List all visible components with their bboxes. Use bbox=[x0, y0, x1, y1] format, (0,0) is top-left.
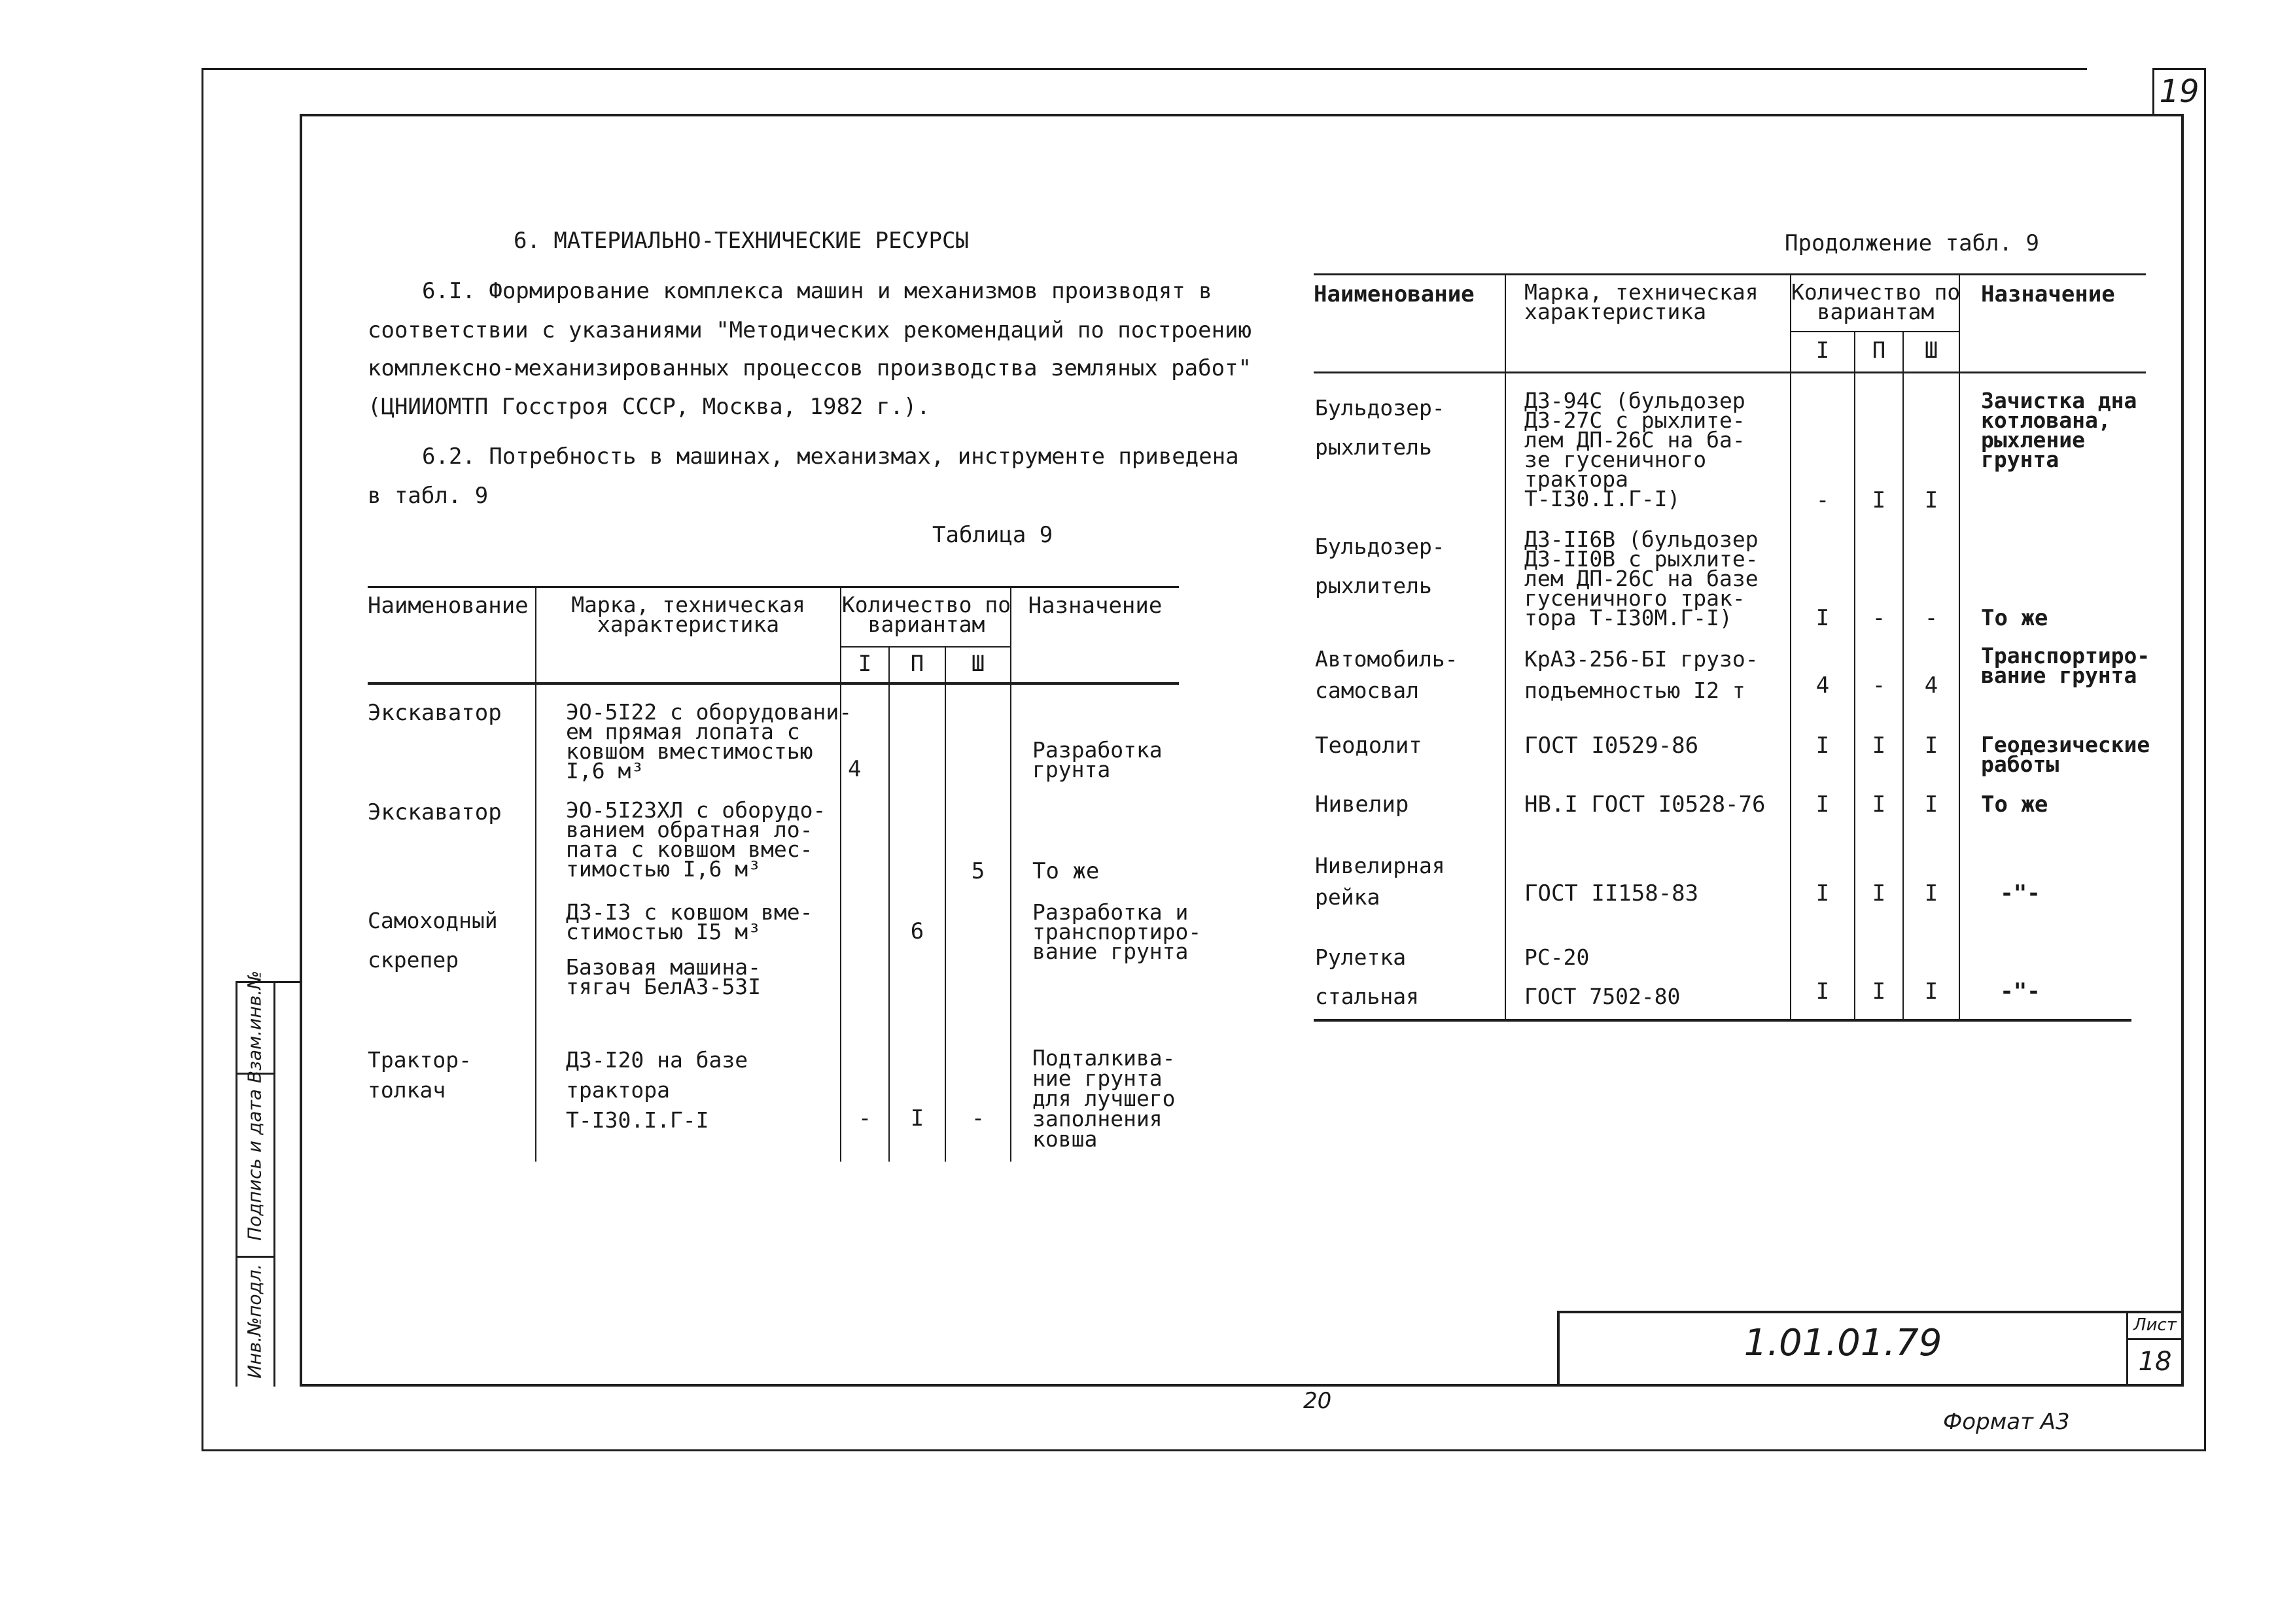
table-row-v1: I bbox=[1815, 880, 1830, 907]
table-row-brand: ЭО-5I22 с оборудовани- ем прямая лопата с ковшом вместимостью I,6 м³ bbox=[566, 699, 852, 784]
table-row-purpose: Подталкива- ние грунта для лучшего заполнения ковша bbox=[1032, 1045, 1176, 1152]
table-row-brand: РС-20 ГОСТ 7502-80 bbox=[1524, 944, 1681, 1009]
side-stamp-replace: Взам.инв.№ bbox=[243, 970, 266, 1084]
page-number-bottom: 20 bbox=[1303, 1388, 1332, 1414]
table-row-name: Теодолит bbox=[1315, 733, 1422, 759]
table-row-name: Трактор- толкач bbox=[368, 1047, 472, 1103]
table-row-v1: - bbox=[858, 1105, 872, 1132]
table-row-v2: I bbox=[1872, 880, 1886, 907]
table-row-name: Бульдозер- рыхлитель bbox=[1315, 395, 1445, 460]
table-row-v3: - bbox=[971, 1105, 985, 1132]
document-code: 1.01.01.79 bbox=[1743, 1322, 1942, 1364]
table-row-v1: I bbox=[1815, 978, 1830, 1005]
table-row-brand-extra: Базовая машина- тягач БелАЗ-53I bbox=[566, 954, 762, 999]
table-row-purpose: То же bbox=[1032, 858, 1100, 884]
paragraph-line: комплексно-механизированных процессов производства земляных работ" bbox=[368, 355, 1252, 381]
table-row-purpose: -"- bbox=[2000, 880, 2041, 907]
table-row-v2: - bbox=[1872, 672, 1886, 699]
table-row-purpose: То же bbox=[1981, 791, 2048, 818]
table-row-purpose: Разработка грунта bbox=[1032, 737, 1163, 782]
table-row-v1: I bbox=[1815, 605, 1830, 631]
table-row-v3: I bbox=[1924, 487, 1938, 513]
table-row-name: Бульдозер- рыхлитель bbox=[1315, 534, 1445, 598]
table-row-name: Автомобиль- самосвал bbox=[1315, 646, 1458, 703]
header-name: Наименование bbox=[368, 593, 529, 619]
table-row-v2: I bbox=[1872, 978, 1886, 1005]
table-row-v3: I bbox=[1924, 880, 1938, 907]
table-row-purpose: Разработка и транспортиро- вание грунта bbox=[1032, 899, 1202, 964]
header-variant-3: Ш bbox=[971, 651, 985, 677]
header-variant-2: П bbox=[910, 651, 924, 677]
paragraph-line: 6.2. Потребность в машинах, механизмах, инструменте приведена bbox=[422, 443, 1239, 470]
right-header-variant-2: П bbox=[1872, 337, 1886, 364]
paragraph-line: в табл. 9 bbox=[368, 483, 489, 509]
table-row-v2: - bbox=[1872, 605, 1886, 631]
table-row-name: Самоходный скрепер bbox=[368, 908, 498, 973]
table-row-v2: I bbox=[1872, 487, 1886, 513]
table-row-brand: ДЗ-II6В (бульдозер ДЗ-II0В с рыхлите- лем ДП-26С на базе гусеничного трак- тора Т-I30М.Г-I) bbox=[1524, 527, 1759, 631]
right-header-brand: Марка, техническая характеристика bbox=[1524, 279, 1759, 324]
table-title: Таблица 9 bbox=[932, 522, 1053, 548]
table-row-purpose: -"- bbox=[2000, 978, 2041, 1005]
table-row-name: Экскаватор bbox=[368, 700, 502, 726]
table-row-purpose: Зачистка дна котлована, рыхление грунта bbox=[1981, 388, 2137, 472]
table-row-v1: I bbox=[1815, 791, 1830, 818]
paragraph-line: соответствии с указаниями "Методических рекомендаций по построению bbox=[368, 317, 1252, 343]
side-stamp-inventory: Инв.№подл. bbox=[243, 1264, 266, 1379]
table-row-v3: 5 bbox=[971, 858, 985, 884]
right-header-quantity: Количество по вариантам bbox=[1791, 279, 1961, 324]
right-header-purpose: Назначение bbox=[1981, 281, 2115, 307]
right-header-variant-1: I bbox=[1815, 337, 1830, 364]
table-row-v1: 4 bbox=[1815, 672, 1830, 699]
paragraph-line: 6.I. Формирование комплекса машин и механизмов производят в bbox=[422, 278, 1212, 304]
table-row-name: Экскаватор bbox=[368, 799, 502, 825]
table-row-name: Нивелирная рейка bbox=[1315, 853, 1445, 910]
table-row-v3: I bbox=[1924, 791, 1938, 818]
table-row-brand: ДЗ-I20 на базе трактора Т-I30.I.Г-I bbox=[566, 1047, 748, 1133]
section-heading: 6. МАТЕРИАЛЬНО-ТЕХНИЧЕСКИЕ РЕСУРСЫ bbox=[514, 228, 969, 254]
table-row-v3: 4 bbox=[1924, 672, 1938, 699]
table-row-brand: КрАЗ-256-БI грузо- подъемностью I2 т bbox=[1524, 646, 1759, 703]
header-quantity: Количество по вариантам bbox=[841, 592, 1011, 637]
sheet-number: 18 bbox=[2138, 1347, 2172, 1377]
table-row-v1: I bbox=[1815, 733, 1830, 759]
table-row-v2: I bbox=[1872, 733, 1886, 759]
table-row-v3: I bbox=[1924, 733, 1938, 759]
table-row-v2: I bbox=[910, 1105, 924, 1132]
table-row-v1: - bbox=[1815, 487, 1830, 513]
table-row-v1: 4 bbox=[848, 756, 862, 782]
sheet-label: Лист bbox=[2133, 1315, 2177, 1335]
paragraph-line: (ЦНИИОМТП Госстроя СССР, Москва, 1982 г.). bbox=[368, 394, 930, 420]
header-brand: Марка, техническая характеристика bbox=[571, 592, 805, 637]
right-header-variant-3: Ш bbox=[1924, 337, 1938, 364]
page-number-top: 19 bbox=[2159, 73, 2199, 110]
table-row-v2: I bbox=[1872, 791, 1886, 818]
table-row-brand: ГОСТ II158-83 bbox=[1524, 880, 1699, 907]
table-row-v3: I bbox=[1924, 978, 1938, 1005]
table-row-purpose: То же bbox=[1981, 605, 2048, 631]
table-row-brand: ДЗ-I3 с ковшом вме- стимостью I5 м³ bbox=[566, 899, 813, 944]
table-row-brand: НВ.I ГОСТ I0528-76 bbox=[1524, 791, 1766, 818]
side-stamp-signature: Подпись и дата bbox=[243, 1089, 266, 1241]
header-variant-1: I bbox=[858, 651, 872, 677]
table-row-purpose: Геодезические работы bbox=[1981, 732, 2150, 777]
table-row-purpose: Транспортиро- вание грунта bbox=[1981, 643, 2150, 688]
table-row-v2: 6 bbox=[910, 918, 924, 944]
table-row-name: Рулетка стальная bbox=[1315, 944, 1419, 1009]
right-header-name: Наименование bbox=[1314, 281, 1475, 307]
format-label: Формат А3 bbox=[1943, 1409, 2070, 1435]
header-purpose: Назначение bbox=[1028, 593, 1163, 619]
table-row-brand: ГОСТ I0529-86 bbox=[1524, 733, 1699, 759]
table-row-name: Нивелир bbox=[1315, 791, 1409, 818]
table-row-brand: ДЗ-94С (бульдозер ДЗ-27С с рыхлите- лем ДП-26С на ба- зе гусеничного трактора Т-I30.I.Г-I) bbox=[1524, 388, 1745, 511]
right-table-title: Продолжение табл. 9 bbox=[1785, 230, 2039, 256]
table-row-v3: - bbox=[1924, 605, 1938, 631]
table-row-brand: ЭО-5I23ХЛ с оборудо- ванием обратная ло- пата с ковшом вмес- тимостью I,6 м³ bbox=[566, 797, 826, 882]
